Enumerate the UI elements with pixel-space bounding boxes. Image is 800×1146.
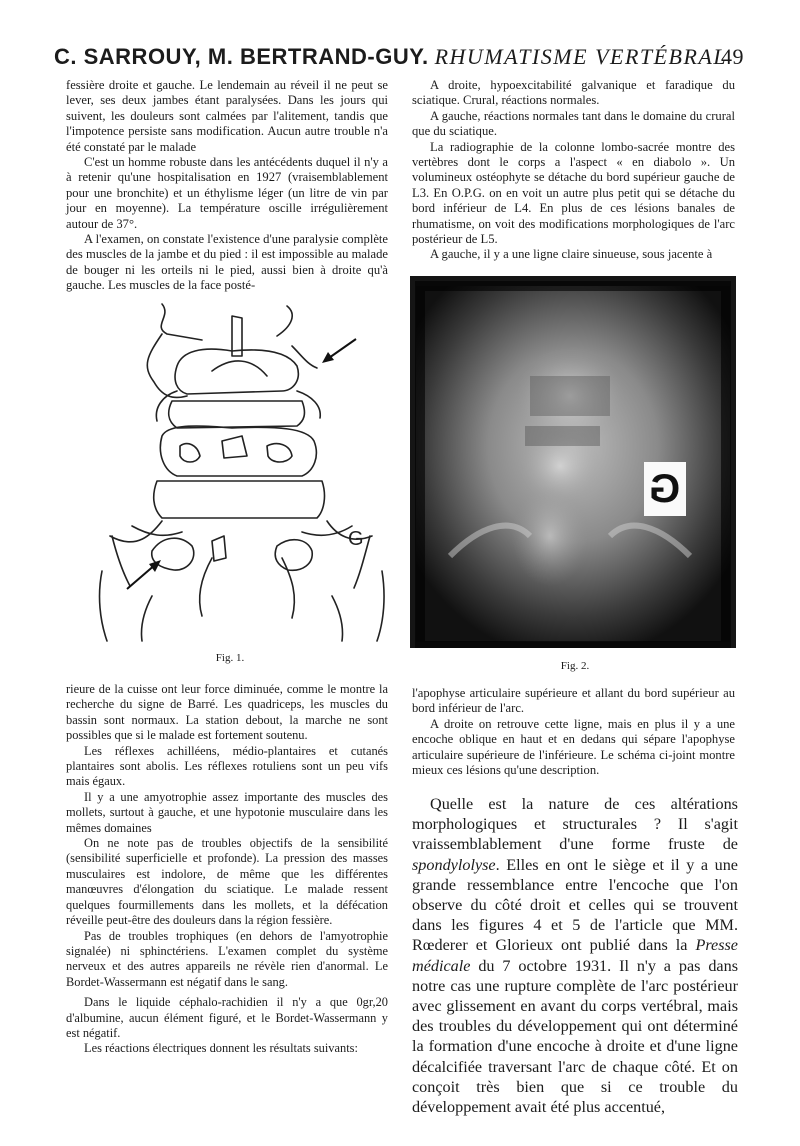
paragraph: A gauche, réactions normales tant dans le domaine du crural que du sciatique. — [412, 108, 735, 139]
left-column-top — [66, 78, 388, 294]
figure-2-letter: G — [649, 467, 681, 511]
left-column-bottom — [66, 682, 388, 1057]
paragraph: La radiographie de la colonne lombo-sacrée montre des vertèbres dont le corps a l'aspect « en diabolo ». Un volumineux ostéophyte se détache du bord supérieur gauche de L3. En O.P.G. on en voit un autre plus petit qui se détache du bord inférieur de L4. En plus de ces lésions banales de rhumatisme, on voit des modifications morphologiques de l'arc postérieur de L5. — [412, 139, 735, 247]
text-run: . Elles en ont le siège et il y a une grande ressemblance entre l'encoche que l'on observe du côté droit et celles qui se trouvent dans les figures 4 et 5 de l'article que MM. Rœderer et Glorieux ont publié dans la — [412, 855, 738, 955]
italic-term: spondylolyse — [412, 855, 496, 874]
paragraph: Les réflexes achilléens, médio-plantaires et cutanés plantaires sont abolis. Les réflexes rotuliens sont un peu vifs mais égaux. — [66, 743, 388, 789]
paragraph: On ne note pas de troubles objectifs de la sensibilité (sensibilité superficielle et profonde). La pression des masses musculaires est indolore, de même que les différentes manœuvres d'élongation du sciatique. Le malade ressent quelques fourmillements dans les mollets, et la défécation réveille peut-être des douleurs dans la région fessière. — [66, 836, 388, 928]
arrow-lower-icon — [124, 558, 164, 592]
page-number: 49 — [721, 44, 744, 69]
figure-2-marker — [644, 462, 686, 516]
right-column-top — [412, 78, 735, 263]
header-authors: C. SARROUY, M. BERTRAND-GUY. — [54, 44, 429, 69]
text-run: Quelle est la nature de ces altérations morphologiques et structurales ? Il s'agit vraissemblablement d'une forme fruste de — [412, 795, 738, 854]
paragraph: rieure de la cuisse ont leur force diminuée, comme le montre la recherche du signe de Barré. Les quadriceps, les muscles du bassin sont normaux. La station debout, la marche ne sont possibles que si le malade est fortement soutenu. — [66, 682, 388, 743]
figure-2-caption: Fig. 2. — [560, 660, 590, 672]
paragraph: l'apophyse articulaire supérieure et allant du bord supérieur au bord inférieur de l'arc. — [412, 686, 735, 716]
header-title: RHUMATISME VERTÉBRAL — [434, 44, 728, 69]
figure-1-letter: G — [348, 528, 364, 550]
discussion-paragraph — [412, 794, 738, 1117]
paragraph: Pas de troubles trophiques (en dehors de l'amyotrophie signalée) ni sphinctériens. L'examen complet du système nerveux et des autres appareils ne révèle rien d'anormal. Le Bordet-Wassermann est négatif dans le sang. — [66, 928, 388, 989]
figure-1-schema — [92, 296, 392, 646]
right-column-bottom-small — [412, 686, 735, 778]
figure-1-caption: Fig. 1. — [215, 652, 245, 664]
running-header — [54, 44, 744, 78]
right-column-bottom-large — [412, 794, 738, 1117]
paragraph: Les réactions électriques donnent les résultats suivants: — [84, 1041, 358, 1056]
text-run: du 7 octobre 1931. Il n'y a pas dans notre cas une rupture complète de l'arc postérieur avec glissement en avant du corps vertébral, mais des troubles du développement qui ont déterminé la formation d'une encoche à droite et d'une ligne décalcifiée traversant l'arc de chaque côté. Et on conçoit très bien que si ce trouble du développement avait été plus accentué, — [412, 956, 738, 1117]
figure-2-radiograph — [410, 276, 736, 648]
radiograph-image — [410, 276, 736, 648]
paragraph: A droite on retrouve cette ligne, mais en plus il y a une encoche oblique en haut et en dedans qui sépare l'apophyse articulaire supérieure de l'inférieure. Le schéma ci-joint montre mieux ces lésions qu'une description. — [412, 716, 735, 778]
paragraph: A gauche, il y a une ligne claire sinueuse, sous jacente à — [430, 247, 713, 262]
paragraph: Dans le liquide céphalo-rachidien il n'y a que 0gr,20 d'albumine, aucun élément figuré, et le Bordet-Wassermann y est négatif. — [66, 995, 388, 1040]
paragraph: A l'examen, on constate l'existence d'une paralysie complète des muscles de la jambe et du pied : il est impossible au malade de bouger ni les orteils ni le pied, aussi bien à droite qu'à gauche. Les muscles de la face posté- — [66, 232, 388, 293]
paragraph: Il y a une amyotrophie assez importante des muscles des mollets, surtout à gauche, et une hypotonie musculaire dans les mêmes domaines — [66, 789, 388, 835]
paragraph: C'est un homme robuste dans les antécédents duquel il n'y a à retenir qu'une hospitalisation en 1927 (vraisemblablement pour une bronchite) et un éthylisme léger (un litre de vin par jour en moyenne). La température oscille irrégulièrement autour de 37°. — [66, 155, 388, 231]
paragraph: fessière droite et gauche. Le lendemain au réveil il ne peut se lever, ses deux jambes étant paralysées. Dans les jours qui suivent, les douleurs sont calmées par l'alitement, tandis que l'impotence persiste sans modification. Aucun autre trouble n'a été constaté par le malade — [66, 78, 388, 154]
arrow-upper-icon — [320, 336, 360, 366]
journal-name: Presse médicale — [412, 936, 738, 975]
paragraph: A droite, hypoexcitabilité galvanique et faradique du sciatique. Crural, réactions normales. — [412, 78, 735, 108]
